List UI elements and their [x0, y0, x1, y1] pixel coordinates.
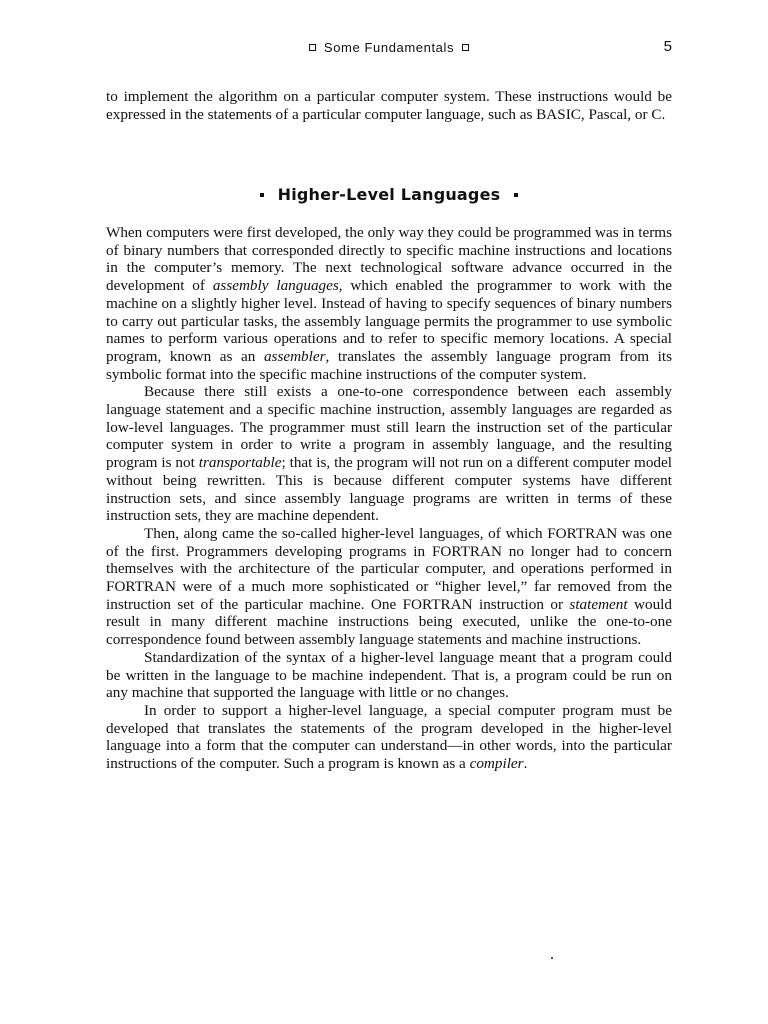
paragraph-4: Standardization of the syntax of a higher-level language meant that a program could be written in the language to be machine independent. That is, a program could be run on any machine that supported the language with little or no changes. — [106, 648, 672, 702]
section-body — [106, 224, 672, 773]
text-run: would result in many different machine instructions being executed, unlike the one-to-one correspondence found between assembly language statements and machine instructions. — [106, 595, 672, 649]
text-run: Because there still exists a one-to-one correspondence between each assembly language statement and a specific machine instruction, assembly languages are regarded as low-level languages. The programmer must still learn the instruction set of the particular computer system in order to write a program in assembly language, and the resulting program is not — [106, 383, 672, 472]
italic-term: statement — [569, 595, 628, 613]
intro-paragraph: to implement the algorithm on a particular computer system. These instructions would be expressed in the statements of a particular computer language, such as BASIC, Pascal, or C. — [106, 88, 672, 123]
running-header — [106, 38, 672, 58]
bullet-icon — [514, 193, 518, 197]
text-run: When computers were first developed, the only way they could be programmed was in terms of binary numbers that corresponded directly to specific machine instructions and locations in the computer’s memory. The next technological software advance occurred in the development of — [106, 224, 672, 295]
text-run: Then, along came the so-called higher-level languages, of which FORTRAN was one of the first. Programmers developing programs in FORTRAN no longer had to concern themselves with the architecture of the particular computer, and operations performed in FORTRAN were of a much more sophisticated or “higher level,” far removed from the instruction set of the particular machine. One FORTRAN instruction or — [106, 524, 672, 613]
page-number: 5 — [663, 38, 672, 55]
italic-term: transportable — [198, 454, 282, 472]
square-ornament-icon — [309, 44, 316, 51]
italic-term: compiler — [469, 755, 524, 773]
section-heading-text: Higher-Level Languages — [277, 185, 501, 204]
paragraph-5 — [106, 702, 672, 773]
bullet-icon — [260, 193, 264, 197]
text-run: , translates the assembly language program from its symbolic format into the specific machine instructions of the computer system. — [106, 347, 673, 383]
text-run: . — [523, 755, 528, 773]
paragraph-3 — [106, 525, 672, 649]
section-heading — [106, 185, 672, 204]
text-run: ; that is, the program will not run on a different computer model without being rewritten. This is because different computer systems have different instruction sets, and since assembly language programs are written in terms of these instruction sets, they are machine dependent. — [106, 454, 672, 525]
scan-speck — [551, 957, 553, 959]
running-title — [106, 40, 672, 55]
paragraph-2 — [106, 383, 672, 525]
paragraph-1 — [106, 224, 672, 383]
italic-term: assembler — [263, 347, 326, 365]
italic-term: assembly languages — [212, 277, 339, 295]
text-run: , which enabled the programmer to work with the machine on a slightly higher level. Instead of having to specify sequences of binary numbers to carry out particular tasks, the assembly language permits the programmer to use symbolic names to perform various operations and to refer to specific memory locations. A special program, known as an — [106, 277, 672, 365]
square-ornament-icon — [462, 44, 469, 51]
intro-paragraph-block — [106, 88, 672, 123]
running-title-text: Some Fundamentals — [323, 40, 455, 55]
text-run: In order to support a higher-level language, a special computer program must be developed that translates the statements of the program developed in the higher-level language into a form that the computer can understand—in other words, into the particular instructions of the computer. Such a program is known as a — [106, 701, 672, 773]
